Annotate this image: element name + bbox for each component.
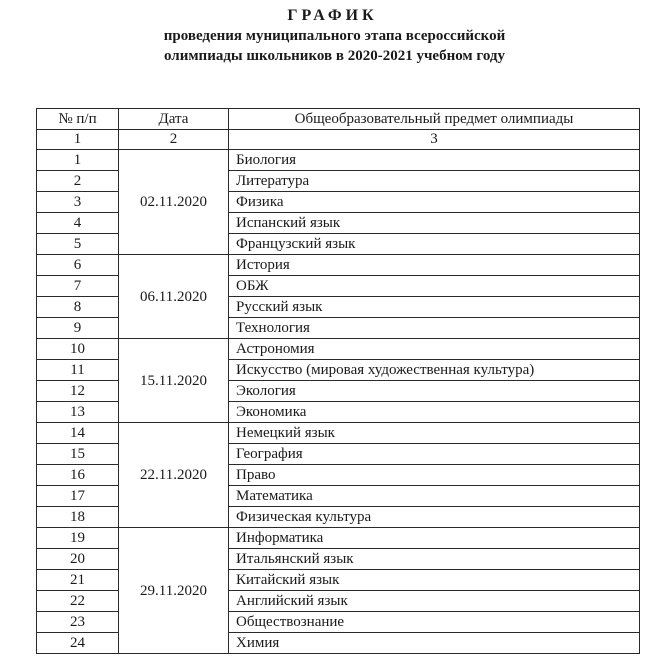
column-header-number: № п/п [37,109,119,130]
row-number: 23 [37,612,119,633]
row-number: 21 [37,570,119,591]
document-header [0,6,661,66]
olympiad-subject: Физическая культура [229,507,640,528]
olympiad-subject: Испанский язык [229,213,640,234]
olympiad-date: 29.11.2020 [119,528,229,654]
document-subtitle-line-1: проведения муниципального этапа всероссийской [163,28,506,44]
olympiad-schedule-table [36,108,640,654]
table-row [37,255,640,276]
olympiad-subject: Технология [229,318,640,339]
olympiad-subject: Французский язык [229,234,640,255]
row-number: 8 [37,297,119,318]
column-header-subject: Общеобразовательный предмет олимпиады [229,109,640,130]
olympiad-subject: Информатика [229,528,640,549]
document-title: ГРАФИК [287,7,378,24]
row-number: 12 [37,381,119,402]
row-number: 3 [37,192,119,213]
olympiad-subject: Экология [229,381,640,402]
olympiad-subject: Экономика [229,402,640,423]
table-header-row [37,109,640,130]
row-number: 5 [37,234,119,255]
olympiad-subject: Итальянский язык [229,549,640,570]
olympiad-subject: Астрономия [229,339,640,360]
row-number: 16 [37,465,119,486]
olympiad-subject: Математика [229,486,640,507]
document-subtitle-line-2: олимпиады школьников в 2020-2021 учебном году [163,48,505,64]
row-number: 24 [37,633,119,654]
row-number: 2 [37,171,119,192]
olympiad-subject: Искусство (мировая художественная культура) [229,360,640,381]
olympiad-subject: Русский язык [229,297,640,318]
olympiad-subject: География [229,444,640,465]
table-row [37,423,640,444]
row-number: 14 [37,423,119,444]
olympiad-subject: Обществознание [229,612,640,633]
olympiad-subject: Физика [229,192,640,213]
column-index-2: 2 [119,130,229,150]
row-number: 4 [37,213,119,234]
olympiad-subject: Немецкий язык [229,423,640,444]
table-row [37,150,640,171]
olympiad-subject: Литература [229,171,640,192]
row-number: 6 [37,255,119,276]
row-number: 10 [37,339,119,360]
table-row [37,339,640,360]
row-number: 17 [37,486,119,507]
row-number: 15 [37,444,119,465]
olympiad-subject: Химия [229,633,640,654]
olympiad-date: 06.11.2020 [119,255,229,339]
table-column-index-row [37,130,640,150]
row-number: 19 [37,528,119,549]
olympiad-date: 02.11.2020 [119,150,229,255]
column-index-3: 3 [229,130,640,150]
table-body [37,150,640,654]
row-number: 20 [37,549,119,570]
olympiad-subject: Биология [229,150,640,171]
column-index-1: 1 [37,130,119,150]
olympiad-date: 15.11.2020 [119,339,229,423]
row-number: 9 [37,318,119,339]
row-number: 22 [37,591,119,612]
olympiad-subject: Право [229,465,640,486]
column-header-date: Дата [119,109,229,130]
table-row [37,528,640,549]
olympiad-subject: История [229,255,640,276]
olympiad-subject: ОБЖ [229,276,640,297]
row-number: 13 [37,402,119,423]
row-number: 7 [37,276,119,297]
row-number: 11 [37,360,119,381]
row-number: 1 [37,150,119,171]
row-number: 18 [37,507,119,528]
olympiad-date: 22.11.2020 [119,423,229,528]
olympiad-subject: Китайский язык [229,570,640,591]
olympiad-subject: Английский язык [229,591,640,612]
